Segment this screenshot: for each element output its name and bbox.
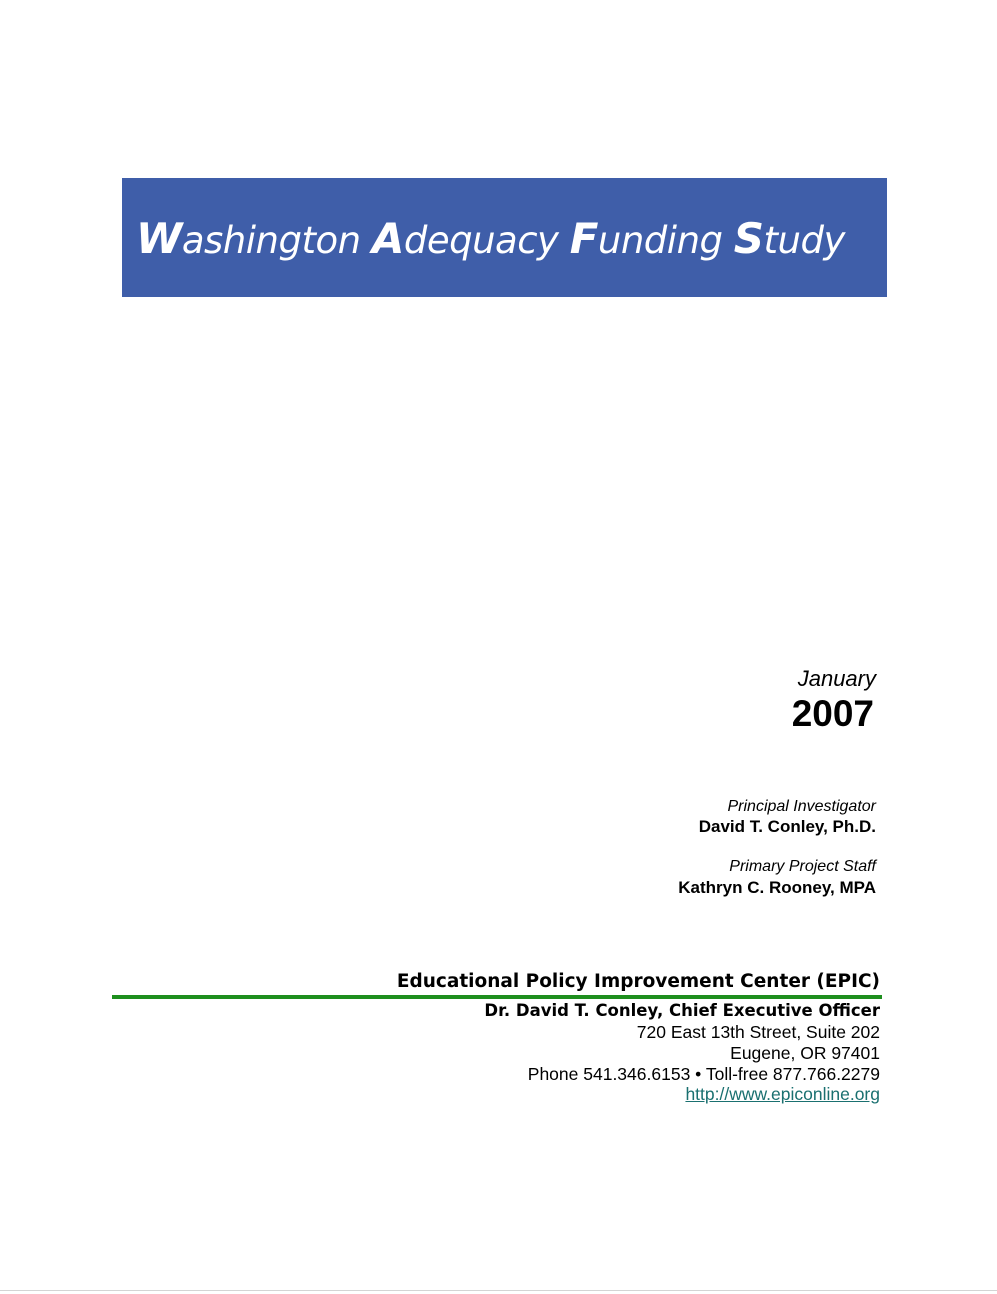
title-initial: A [371, 214, 404, 263]
organization-name: Educational Policy Improvement Center (EPIC) [396, 971, 880, 992]
publication-year: 2007 [791, 693, 874, 734]
project-staff-name: Kathryn C. Rooney, MPA [678, 878, 876, 897]
document-title [136, 214, 845, 263]
publication-month: January [797, 666, 876, 691]
page-bottom-edge [0, 1290, 997, 1291]
organization-divider [112, 995, 882, 999]
website-link[interactable]: http://www.epiconline.org [685, 1084, 880, 1104]
title-initial: W [136, 214, 182, 263]
organization-ceo: Dr. David T. Conley, Chief Executive Officer [484, 1001, 880, 1020]
title-word: unding [597, 219, 723, 262]
title-word: ashington [181, 219, 361, 262]
address-city: Eugene, OR 97401 [730, 1043, 880, 1063]
contact-phone: Phone 541.346.6153 • Toll-free 877.766.2279 [527, 1064, 880, 1084]
title-word: dequacy [403, 219, 559, 262]
title-initial: F [569, 214, 598, 263]
principal-investigator-label: Principal Investigator [727, 798, 876, 815]
title-initial: S [733, 214, 764, 263]
principal-investigator-name: David T. Conley, Ph.D. [698, 817, 876, 836]
address-street: 720 East 13th Street, Suite 202 [636, 1022, 880, 1042]
project-staff-label: Primary Project Staff [729, 858, 876, 875]
title-word: tudy [763, 219, 845, 262]
title-banner [122, 178, 887, 297]
